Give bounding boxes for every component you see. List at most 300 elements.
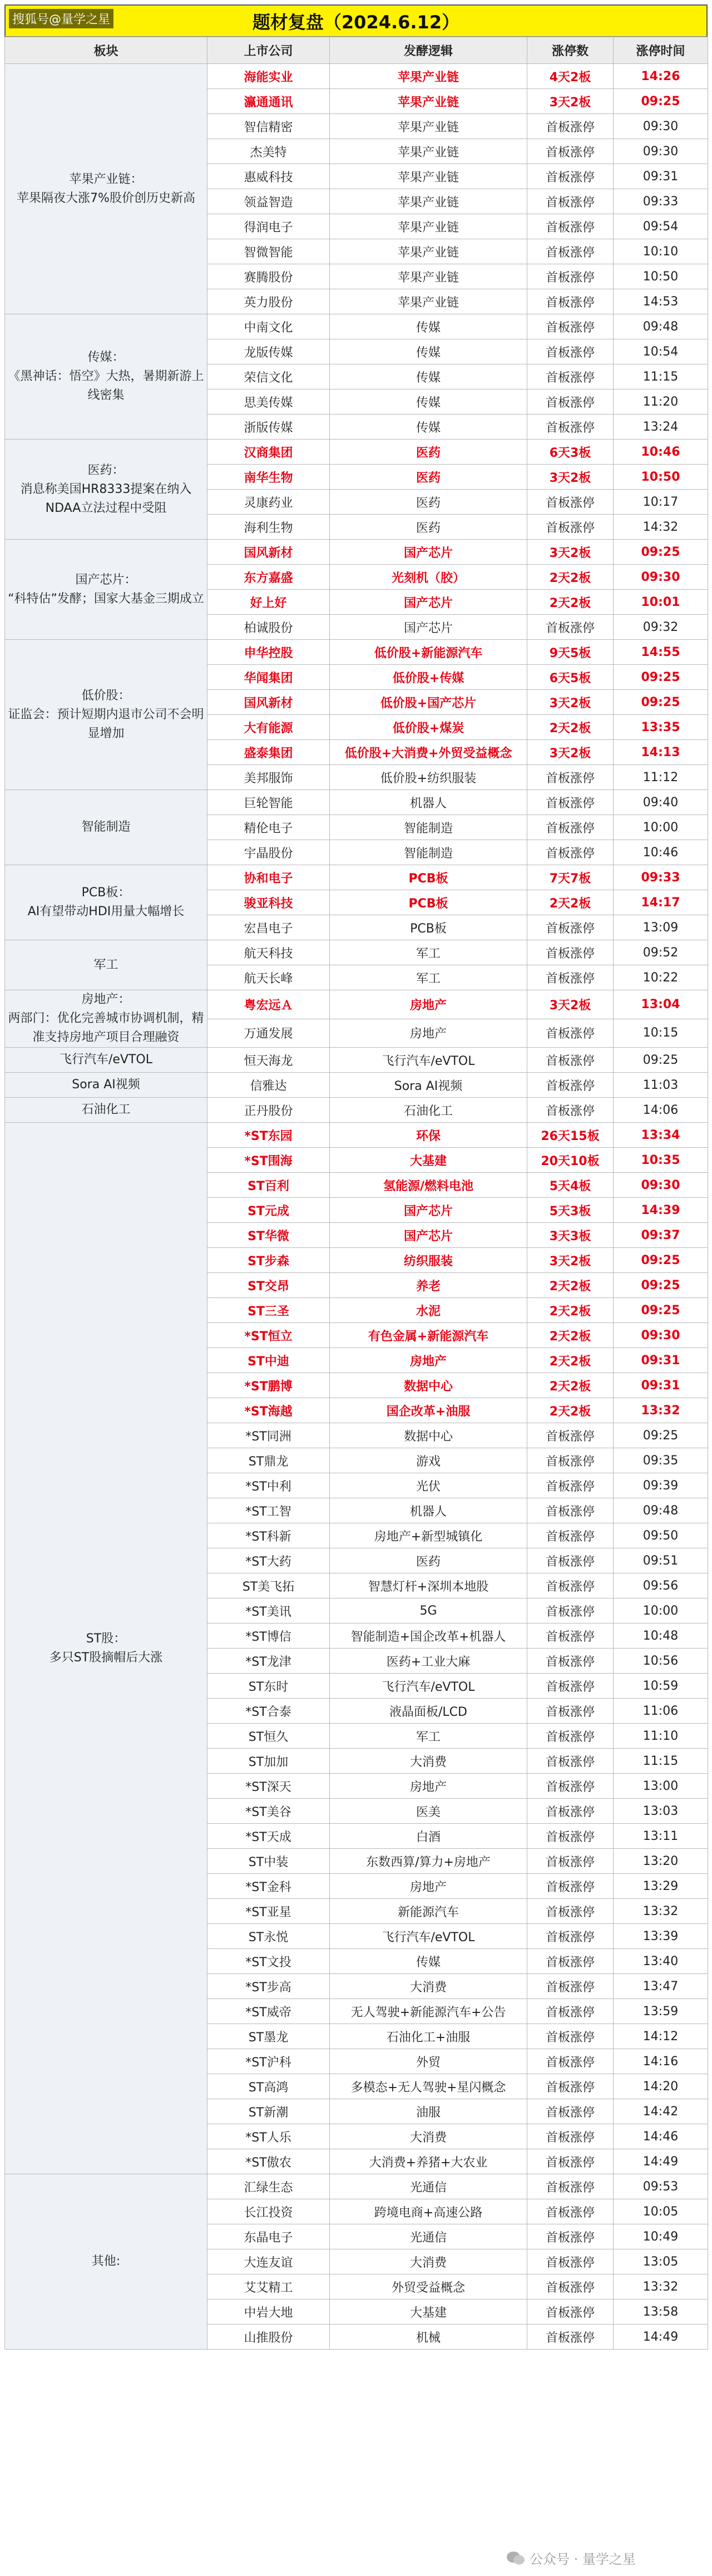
logic-cell: 光刻机（胶） (330, 565, 527, 590)
company-cell: 杰美特 (207, 139, 330, 164)
logic-cell: 军工 (330, 940, 527, 965)
logic-cell: 传媒 (330, 389, 527, 414)
company-cell: ST步森 (207, 1248, 330, 1273)
limit-time-cell: 09:31 (614, 1348, 708, 1373)
limit-count-cell: 2天2板 (527, 565, 614, 590)
logic-cell: 养老 (330, 1273, 527, 1298)
limit-count-cell: 首板涨停 (527, 339, 614, 364)
company-cell: 骏亚科技 (207, 890, 330, 915)
company-cell: 赛腾股份 (207, 264, 330, 289)
limit-time-cell: 13:09 (614, 915, 708, 940)
logic-cell: 油服 (330, 2099, 527, 2124)
limit-time-cell: 11:15 (614, 1749, 708, 1774)
company-cell: 山推股份 (207, 2325, 330, 2350)
limit-count-cell: 2天2板 (527, 590, 614, 615)
limit-count-cell: 首板涨停 (527, 2024, 614, 2049)
limit-time-cell: 10:15 (614, 1019, 708, 1048)
limit-time-cell: 09:30 (614, 1173, 708, 1198)
sector-cell: 军工 (5, 940, 207, 990)
table-row (5, 2174, 708, 2199)
logic-cell: 苹果产业链 (330, 139, 527, 164)
limit-time-cell: 14:17 (614, 890, 708, 915)
company-cell: *ST深天 (207, 1774, 330, 1799)
limit-time-cell: 13:04 (614, 990, 708, 1019)
limit-time-cell: 13:40 (614, 1949, 708, 1974)
company-cell: 荣信文化 (207, 364, 330, 389)
company-cell: 智信精密 (207, 114, 330, 139)
sector-cell: ST股： 多只ST股摘帽后大涨 (5, 1123, 207, 2174)
logic-cell: 石油化工+油服 (330, 2024, 527, 2049)
table-row (5, 790, 708, 815)
company-cell: *ST科新 (207, 1523, 330, 1548)
logic-cell: 军工 (330, 1724, 527, 1749)
review-table-frame (4, 4, 708, 2350)
limit-time-cell: 09:48 (614, 314, 708, 339)
company-cell: ST加加 (207, 1749, 330, 1774)
limit-count-cell: 首板涨停 (527, 314, 614, 339)
company-cell: *ST文投 (207, 1949, 330, 1974)
limit-count-cell: 首板涨停 (527, 515, 614, 540)
limit-count-cell: 首板涨停 (527, 1874, 614, 1899)
limit-up-table (4, 37, 708, 2350)
company-cell: 浙版传媒 (207, 414, 330, 440)
logic-cell: 东数西算/算力+房地产 (330, 1849, 527, 1874)
logic-cell: Sora AI视频 (330, 1073, 527, 1098)
limit-time-cell: 11:15 (614, 364, 708, 389)
logic-cell: 氢能源/燃料电池 (330, 1173, 527, 1198)
limit-count-cell: 2天2板 (527, 1323, 614, 1348)
limit-count-cell: 3天2板 (527, 89, 614, 114)
limit-count-cell: 2天2板 (527, 1273, 614, 1298)
limit-count-cell: 首板涨停 (527, 1699, 614, 1724)
limit-count-cell: 首板涨停 (527, 414, 614, 440)
table-row (5, 1048, 708, 1073)
logic-cell: 智能制造 (330, 815, 527, 840)
limit-time-cell: 09:39 (614, 1473, 708, 1498)
logic-cell: PCB板 (330, 890, 527, 915)
logic-cell: 房地产 (330, 1874, 527, 1899)
logic-cell: 水泥 (330, 1298, 527, 1323)
logic-cell: 军工 (330, 965, 527, 990)
limit-time-cell: 10:59 (614, 1674, 708, 1699)
limit-time-cell: 09:51 (614, 1548, 708, 1573)
limit-time-cell: 10:46 (614, 840, 708, 865)
limit-count-cell: 首板涨停 (527, 289, 614, 314)
company-cell: 信雅达 (207, 1073, 330, 1098)
logic-cell: 智能制造 (330, 840, 527, 865)
logic-cell: 大基建 (330, 2299, 527, 2325)
limit-count-cell: 首板涨停 (527, 1498, 614, 1523)
company-cell: 粤宏远Ａ (207, 990, 330, 1019)
limit-time-cell: 09:25 (614, 1048, 708, 1073)
logic-cell: 5G (330, 1598, 527, 1623)
limit-time-cell: 10:50 (614, 264, 708, 289)
logic-cell: 苹果产业链 (330, 164, 527, 189)
limit-time-cell: 13:58 (614, 2299, 708, 2325)
limit-time-cell: 13:29 (614, 1874, 708, 1899)
company-cell: 东方嘉盛 (207, 565, 330, 590)
logic-cell: 房地产+新型城镇化 (330, 1523, 527, 1548)
logic-cell: 大消费 (330, 2249, 527, 2274)
company-cell: ST东时 (207, 1674, 330, 1699)
table-row (5, 940, 708, 965)
limit-time-cell: 09:53 (614, 2174, 708, 2199)
limit-count-cell: 首板涨停 (527, 765, 614, 790)
limit-count-cell: 首板涨停 (527, 264, 614, 289)
company-cell: *ST沪科 (207, 2049, 330, 2074)
logic-cell: 国产芯片 (330, 615, 527, 640)
limit-time-cell: 11:12 (614, 765, 708, 790)
logic-cell: 国企改革+油服 (330, 1398, 527, 1423)
limit-time-cell: 14:20 (614, 2074, 708, 2099)
limit-time-cell: 09:40 (614, 790, 708, 815)
limit-time-cell: 13:32 (614, 1899, 708, 1924)
logic-cell: 大基建 (330, 1148, 527, 1173)
sector-cell: 飞行汽车/eVTOL (5, 1048, 207, 1073)
limit-count-cell: 26天15板 (527, 1123, 614, 1148)
limit-count-cell: 首板涨停 (527, 2099, 614, 2124)
limit-count-cell: 首板涨停 (527, 490, 614, 515)
limit-time-cell: 14:49 (614, 2325, 708, 2350)
company-cell: *ST海越 (207, 1398, 330, 1423)
logic-cell: 机器人 (330, 1498, 527, 1523)
limit-time-cell: 10:48 (614, 1623, 708, 1649)
company-cell: 艾艾精工 (207, 2274, 330, 2299)
logic-cell: 苹果产业链 (330, 89, 527, 114)
company-cell: ST恒久 (207, 1724, 330, 1749)
logic-cell: 大消费 (330, 1974, 527, 1999)
sector-cell: Sora AI视频 (5, 1073, 207, 1098)
limit-count-cell: 2天2板 (527, 1298, 614, 1323)
limit-count-cell: 首板涨停 (527, 940, 614, 965)
logic-cell: 石油化工 (330, 1098, 527, 1123)
company-cell: 精伦电子 (207, 815, 330, 840)
limit-time-cell: 10:00 (614, 815, 708, 840)
logic-cell: 智能制造+国企改革+机器人 (330, 1623, 527, 1649)
sector-cell: 低价股： 证监会：预计短期内退市公司不会明显增加 (5, 640, 207, 790)
limit-time-cell: 09:25 (614, 1423, 708, 1448)
company-cell: 长江投资 (207, 2199, 330, 2224)
limit-count-cell: 首板涨停 (527, 1573, 614, 1598)
logic-cell: 苹果产业链 (330, 264, 527, 289)
logic-cell: 外贸受益概念 (330, 2274, 527, 2299)
logic-cell: 传媒 (330, 339, 527, 364)
company-cell: *ST中利 (207, 1473, 330, 1498)
limit-time-cell: 09:25 (614, 1298, 708, 1323)
limit-count-cell: 3天2板 (527, 690, 614, 715)
wechat-icon (506, 2551, 525, 2565)
limit-count-cell: 2天2板 (527, 715, 614, 740)
company-cell: *ST人乐 (207, 2124, 330, 2149)
logic-cell: 传媒 (330, 314, 527, 339)
limit-time-cell: 10:35 (614, 1148, 708, 1173)
limit-count-cell: 首板涨停 (527, 1598, 614, 1623)
limit-count-cell: 首板涨停 (527, 1674, 614, 1699)
company-cell: 申华控股 (207, 640, 330, 665)
company-cell: ST百利 (207, 1173, 330, 1198)
limit-time-cell: 09:25 (614, 89, 708, 114)
limit-count-cell: 首板涨停 (527, 2199, 614, 2224)
company-cell: 万通发展 (207, 1019, 330, 1048)
watermark: 搜狐号@量学之星 (9, 9, 113, 28)
footer-text: 公众号 · 量学之星 (530, 2552, 636, 2567)
table-row (5, 440, 708, 465)
limit-time-cell: 13:20 (614, 1849, 708, 1874)
limit-time-cell: 14:26 (614, 64, 708, 89)
company-cell: *ST美谷 (207, 1799, 330, 1824)
limit-count-cell: 首板涨停 (527, 1749, 614, 1774)
limit-count-cell: 9天5板 (527, 640, 614, 665)
logic-cell: 低价股+煤炭 (330, 715, 527, 740)
company-cell: *ST天成 (207, 1824, 330, 1849)
limit-count-cell: 首板涨停 (527, 615, 614, 640)
limit-time-cell: 14:32 (614, 515, 708, 540)
company-cell: *ST金科 (207, 1874, 330, 1899)
company-cell: *ST威帝 (207, 1999, 330, 2024)
logic-cell: 飞行汽车/eVTOL (330, 1924, 527, 1949)
limit-count-cell: 首板涨停 (527, 1448, 614, 1473)
limit-count-cell: 首板涨停 (527, 1974, 614, 1999)
limit-time-cell: 09:31 (614, 1373, 708, 1398)
logic-cell: 光伏 (330, 1473, 527, 1498)
company-cell: 柏诚股份 (207, 615, 330, 640)
sector-cell: 国产芯片： “科特估”发酵；国家大基金三期成立 (5, 540, 207, 640)
company-cell: 巨轮智能 (207, 790, 330, 815)
logic-cell: 医药 (330, 440, 527, 465)
company-cell: 得润电子 (207, 214, 330, 239)
limit-time-cell: 09:33 (614, 865, 708, 890)
logic-cell: 医美 (330, 1799, 527, 1824)
company-cell: 中岩大地 (207, 2299, 330, 2325)
logic-cell: 外贸 (330, 2049, 527, 2074)
limit-time-cell: 13:34 (614, 1123, 708, 1148)
header-sector: 板块 (5, 37, 207, 64)
company-cell: 大连友谊 (207, 2249, 330, 2274)
logic-cell: 传媒 (330, 1949, 527, 1974)
limit-count-cell: 首板涨停 (527, 1098, 614, 1123)
logic-cell: 大消费 (330, 2124, 527, 2149)
limit-count-cell: 首板涨停 (527, 114, 614, 139)
limit-count-cell: 3天3板 (527, 1223, 614, 1248)
limit-count-cell: 首板涨停 (527, 1799, 614, 1824)
limit-time-cell: 09:54 (614, 214, 708, 239)
limit-count-cell: 首板涨停 (527, 2224, 614, 2249)
limit-count-cell: 首板涨停 (527, 1924, 614, 1949)
limit-time-cell: 11:20 (614, 389, 708, 414)
limit-time-cell: 10:54 (614, 339, 708, 364)
limit-time-cell: 13:32 (614, 2274, 708, 2299)
logic-cell: 跨境电商+高速公路 (330, 2199, 527, 2224)
company-cell: *ST大药 (207, 1548, 330, 1573)
limit-time-cell: 13:39 (614, 1924, 708, 1949)
limit-count-cell: 首板涨停 (527, 1623, 614, 1649)
limit-time-cell: 14:12 (614, 2024, 708, 2049)
company-cell: *ST博信 (207, 1623, 330, 1649)
header-limit-count: 涨停数 (527, 37, 614, 64)
company-cell: 宇晶股份 (207, 840, 330, 865)
table-body (5, 64, 708, 2350)
logic-cell: 纺织服装 (330, 1248, 527, 1273)
logic-cell: 大消费+养猪+大农业 (330, 2149, 527, 2174)
sector-cell: 传媒： 《黑神话：悟空》大热，暑期新游上线密集 (5, 314, 207, 440)
limit-count-cell: 6天3板 (527, 440, 614, 465)
sector-cell: PCB板： AI有望带动HDI用量大幅增长 (5, 865, 207, 940)
logic-cell: 白酒 (330, 1824, 527, 1849)
table-row (5, 540, 708, 565)
limit-time-cell: 09:30 (614, 139, 708, 164)
logic-cell: 数据中心 (330, 1373, 527, 1398)
company-cell: 国风新材 (207, 690, 330, 715)
logic-cell: PCB板 (330, 865, 527, 890)
table-row (5, 314, 708, 339)
limit-count-cell: 首板涨停 (527, 1073, 614, 1098)
limit-time-cell: 13:03 (614, 1799, 708, 1824)
logic-cell: 房地产 (330, 1774, 527, 1799)
logic-cell: 飞行汽车/eVTOL (330, 1674, 527, 1699)
logic-cell: 低价股+传媒 (330, 665, 527, 690)
limit-count-cell: 3天2板 (527, 990, 614, 1019)
limit-count-cell: 首板涨停 (527, 1774, 614, 1799)
logic-cell: 新能源汽车 (330, 1899, 527, 1924)
title-bar (4, 4, 708, 37)
logic-cell: 国产芯片 (330, 1223, 527, 1248)
logic-cell: 苹果产业链 (330, 114, 527, 139)
sector-cell: 苹果产业链： 苹果隔夜大涨7%股价创历史新高 (5, 64, 207, 314)
limit-count-cell: 首板涨停 (527, 2325, 614, 2350)
limit-time-cell: 13:47 (614, 1974, 708, 1999)
logic-cell: 光通信 (330, 2224, 527, 2249)
header-row (5, 37, 708, 64)
limit-count-cell: 首板涨停 (527, 815, 614, 840)
logic-cell: 机器人 (330, 790, 527, 815)
company-cell: 航天长峰 (207, 965, 330, 990)
limit-count-cell: 3天2板 (527, 540, 614, 565)
header-limit-time: 涨停时间 (614, 37, 708, 64)
logic-cell: 游戏 (330, 1448, 527, 1473)
company-cell: ST元成 (207, 1198, 330, 1223)
table-row (5, 640, 708, 665)
sector-cell: 石油化工 (5, 1098, 207, 1123)
company-cell: 领益智造 (207, 189, 330, 214)
limit-time-cell: 09:25 (614, 690, 708, 715)
limit-count-cell: 首板涨停 (527, 2149, 614, 2174)
limit-time-cell: 09:35 (614, 1448, 708, 1473)
company-cell: 正丹股份 (207, 1098, 330, 1123)
logic-cell: 数据中心 (330, 1423, 527, 1448)
company-cell: *ST傲农 (207, 2149, 330, 2174)
limit-time-cell: 10:10 (614, 239, 708, 264)
limit-time-cell: 09:37 (614, 1223, 708, 1248)
company-cell: 南华生物 (207, 465, 330, 490)
sector-cell: 房地产： 两部门：优化完善城市协调机制，精准支持房地产项目合理融资 (5, 990, 207, 1048)
table-row (5, 1123, 708, 1148)
company-cell: 东晶电子 (207, 2224, 330, 2249)
limit-time-cell: 10:49 (614, 2224, 708, 2249)
logic-cell: 低价股+新能源汽车 (330, 640, 527, 665)
table-row (5, 64, 708, 89)
company-cell: ST墨龙 (207, 2024, 330, 2049)
logic-cell: 无人驾驶+新能源汽车+公告 (330, 1999, 527, 2024)
limit-time-cell: 14:13 (614, 740, 708, 765)
company-cell: ST三圣 (207, 1298, 330, 1323)
logic-cell: 有色金属+新能源汽车 (330, 1323, 527, 1348)
limit-time-cell: 10:01 (614, 590, 708, 615)
company-cell: *ST亚星 (207, 1899, 330, 1924)
limit-count-cell: 首板涨停 (527, 389, 614, 414)
company-cell: 美邦服饰 (207, 765, 330, 790)
limit-time-cell: 13:59 (614, 1999, 708, 2024)
limit-time-cell: 14:49 (614, 2149, 708, 2174)
limit-count-cell: 首板涨停 (527, 2174, 614, 2199)
page-title: 题材复盘（2024.6.12） (252, 11, 460, 33)
limit-count-cell: 首板涨停 (527, 1849, 614, 1874)
logic-cell: 多模态+无人驾驶+星闪概念 (330, 2074, 527, 2099)
limit-time-cell: 09:30 (614, 114, 708, 139)
logic-cell: 光通信 (330, 2174, 527, 2199)
limit-count-cell: 首板涨停 (527, 2274, 614, 2299)
limit-time-cell: 13:00 (614, 1774, 708, 1799)
limit-count-cell: 首板涨停 (527, 2049, 614, 2074)
company-cell: 恒天海龙 (207, 1048, 330, 1073)
limit-time-cell: 14:55 (614, 640, 708, 665)
limit-count-cell: 首板涨停 (527, 1019, 614, 1048)
limit-count-cell: 首板涨停 (527, 1724, 614, 1749)
limit-count-cell: 首板涨停 (527, 915, 614, 940)
limit-time-cell: 10:56 (614, 1649, 708, 1674)
logic-cell: 传媒 (330, 364, 527, 389)
limit-time-cell: 14:53 (614, 289, 708, 314)
limit-time-cell: 13:24 (614, 414, 708, 440)
limit-time-cell: 10:46 (614, 440, 708, 465)
company-cell: 龙版传媒 (207, 339, 330, 364)
limit-time-cell: 09:32 (614, 615, 708, 640)
limit-count-cell: 首板涨停 (527, 189, 614, 214)
header-logic: 发酵逻辑 (330, 37, 527, 64)
logic-cell: 低价股+大消费+外贸受益概念 (330, 740, 527, 765)
company-cell: *ST工智 (207, 1498, 330, 1523)
limit-time-cell: 09:31 (614, 164, 708, 189)
logic-cell: 苹果产业链 (330, 189, 527, 214)
logic-cell: 传媒 (330, 414, 527, 440)
table-row (5, 1098, 708, 1123)
company-cell: 华闻集团 (207, 665, 330, 690)
limit-time-cell: 10:50 (614, 465, 708, 490)
limit-count-cell: 首板涨停 (527, 1523, 614, 1548)
logic-cell: PCB板 (330, 915, 527, 940)
limit-time-cell: 13:32 (614, 1398, 708, 1423)
company-cell: ST中装 (207, 1849, 330, 1874)
company-cell: ST交昂 (207, 1273, 330, 1298)
limit-count-cell: 首板涨停 (527, 1899, 614, 1924)
logic-cell: 大消费 (330, 1749, 527, 1774)
logic-cell: 国产芯片 (330, 540, 527, 565)
company-cell: *ST同洲 (207, 1423, 330, 1448)
limit-time-cell: 11:06 (614, 1699, 708, 1724)
company-cell: 汉商集团 (207, 440, 330, 465)
limit-time-cell: 11:10 (614, 1724, 708, 1749)
logic-cell: 苹果产业链 (330, 289, 527, 314)
limit-count-cell: 5天3板 (527, 1198, 614, 1223)
logic-cell: 环保 (330, 1123, 527, 1148)
company-cell: 好上好 (207, 590, 330, 615)
limit-time-cell: 13:05 (614, 2249, 708, 2274)
company-cell: 瀛通通讯 (207, 89, 330, 114)
company-cell: 航天科技 (207, 940, 330, 965)
logic-cell: 苹果产业链 (330, 214, 527, 239)
limit-count-cell: 首板涨停 (527, 214, 614, 239)
limit-count-cell: 首板涨停 (527, 1048, 614, 1073)
logic-cell: 飞行汽车/eVTOL (330, 1048, 527, 1073)
